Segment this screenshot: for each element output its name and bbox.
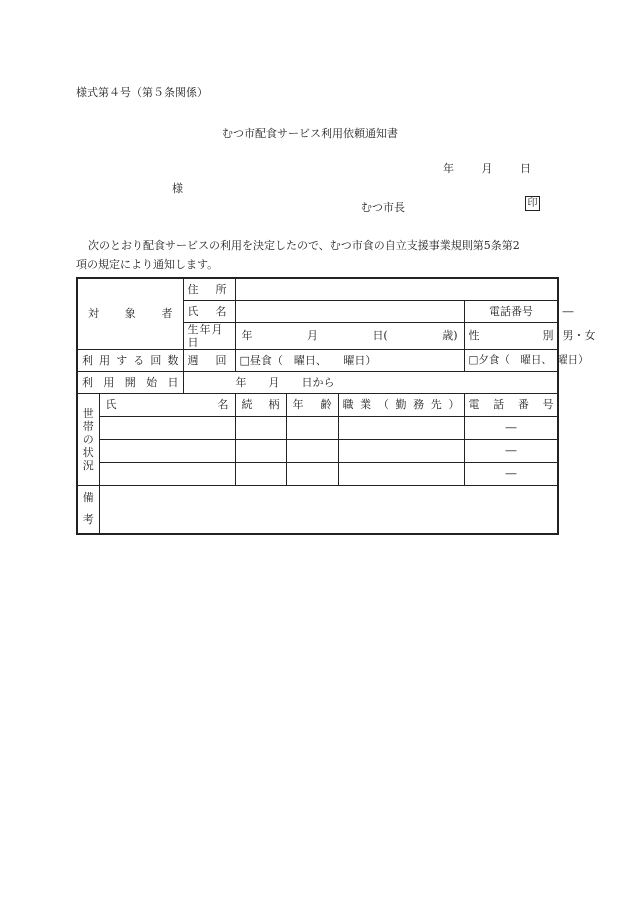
body-text-line-2: 項の規定により通知します。 [76,258,219,271]
household-age-header [286,393,338,416]
date-day: 日 [520,162,531,175]
household-label [77,393,99,485]
frequency-times-label: 回 [215,353,227,367]
household-relation-field[interactable] [235,439,286,462]
household-phone-dash: ― [505,444,517,457]
household-row [77,462,558,485]
household-occupation-header-6: 先 [430,398,442,411]
household-relation-field[interactable] [235,462,286,485]
household-row [77,416,558,439]
page-title: むつ市配食サービス利用依頼通知書 [222,127,398,140]
subject-phone-dash: ― [562,304,574,318]
sex-label-2: 別 [542,329,554,342]
frequency-label-3: す [116,353,128,367]
dinner-option[interactable]: □夕食（ 曜日、 曜日） [464,349,558,371]
sex-label-cell [464,322,558,349]
remarks-label [77,485,99,534]
start-date-field[interactable] [183,371,558,393]
household-name-header-1: 氏 [105,398,117,411]
household-occupation-header-3: （ [377,398,389,411]
household-relation-field[interactable] [235,416,286,439]
start-label-4: 始 [146,375,158,389]
household-name-field[interactable] [99,439,235,462]
household-phone-dash: ― [505,467,517,480]
household-age-field[interactable] [286,439,338,462]
household-age-header-1: 年 [292,398,304,411]
phone-label: 電話番号 [464,300,558,322]
household-phone-dash: ― [505,421,517,434]
frequency-week-field[interactable] [183,349,235,371]
household-occupation-field[interactable] [338,439,464,462]
household-phone-field[interactable] [464,416,558,439]
notification-table [76,277,596,535]
household-phone-field[interactable] [464,462,558,485]
household-name-field[interactable] [99,462,235,485]
start-label-1: 利 [82,375,93,389]
household-age-field[interactable] [286,462,338,485]
household-occupation-header [338,393,464,416]
frequency-label-4: る [133,353,145,367]
address-label-cell [183,278,235,300]
household-label-3: の [82,432,94,446]
start-label-5: 日 [167,375,179,389]
start-label-2: 用 [103,375,115,389]
birth-day: 日( [372,329,388,342]
household-name-header-2: 名 [217,398,229,411]
address-field[interactable] [235,278,558,300]
start-label-cell [77,371,183,393]
frequency-label-1: 利 [82,353,93,367]
household-name-field[interactable] [99,416,235,439]
lunch-option[interactable]: □昼食（ 曜日、 曜日） [235,349,464,371]
frequency-label-2: 用 [99,353,111,367]
household-relation-header-1: 続 [241,398,253,411]
body-text-line-1: 次のとおり配食サービスの利用を決定したので、むつ市食の自立支援事業規則第5条第2 [88,239,520,252]
birth-year: 年 [241,329,253,342]
remarks-label-2: 考 [82,513,94,527]
household-phone-header-4: 号 [542,398,554,411]
household-relation-header [235,393,286,416]
household-phone-header-2: 話 [493,398,505,411]
household-phone-header-3: 番 [517,398,529,411]
household-occupation-header-7: ） [448,398,460,411]
household-label-4: 状 [82,445,94,459]
subject-label-3: 者 [161,307,173,321]
seal-mark [525,196,540,211]
name-label-2: 名 [215,304,227,318]
subject-label-cell [77,278,183,349]
household-age-field[interactable] [286,416,338,439]
birth-age: 歳) [442,329,458,342]
birth-label: 生年月日 [183,322,235,349]
household-phone-header-1: 電 [468,398,480,411]
subject-label-2: 象 [124,307,136,321]
form-number: 様式第４号（第５条関係） [76,86,208,99]
household-row [77,439,558,462]
name-field[interactable] [235,300,464,322]
household-occupation-field[interactable] [338,462,464,485]
seal-icon: 印 [525,196,540,211]
sex-female: 女 [584,329,596,342]
household-age-header-2: 齢 [320,398,332,411]
sex-label-1: 性 [468,329,480,342]
start-label-3: 開 [124,375,136,389]
start-date-value: 年 月 日から [235,375,335,389]
frequency-label-6: 数 [167,353,179,367]
household-phone-field[interactable] [464,439,558,462]
household-label-5: 況 [82,458,94,472]
frequency-label-5: 回 [150,353,162,367]
household-occupation-header-1: 職 [342,398,354,411]
birth-month: 月 [306,329,318,342]
address-label-2: 所 [215,282,227,296]
name-label-1: 氏 [187,304,199,318]
subject-label-1: 対 [88,307,99,321]
remarks-field[interactable] [99,485,558,534]
frequency-week-label: 週 [187,353,199,367]
birth-field[interactable] [235,322,464,349]
sex-separator: ・ [573,329,585,342]
household-occupation-header-5: 務 [413,398,425,411]
sex-male: 男 [562,329,574,342]
date-year: 年 [443,162,454,175]
remarks-label-1: 備 [82,491,94,505]
household-occupation-field[interactable] [338,416,464,439]
date-month: 月 [481,162,493,175]
household-name-header [99,393,235,416]
household-occupation-header-2: 業 [360,398,372,411]
name-label-cell [183,300,235,322]
household-label-2: 帯 [82,419,94,433]
issue-date [443,160,531,176]
household-occupation-header-4: 勤 [395,398,407,411]
addressee-suffix: 様 [172,182,183,195]
issuer-name: むつ市長 [361,201,405,214]
address-label-1: 住 [187,282,199,296]
frequency-label-cell [77,349,183,371]
household-label-1: 世 [82,406,94,420]
household-relation-header-2: 柄 [268,398,280,411]
household-phone-header [464,393,558,416]
